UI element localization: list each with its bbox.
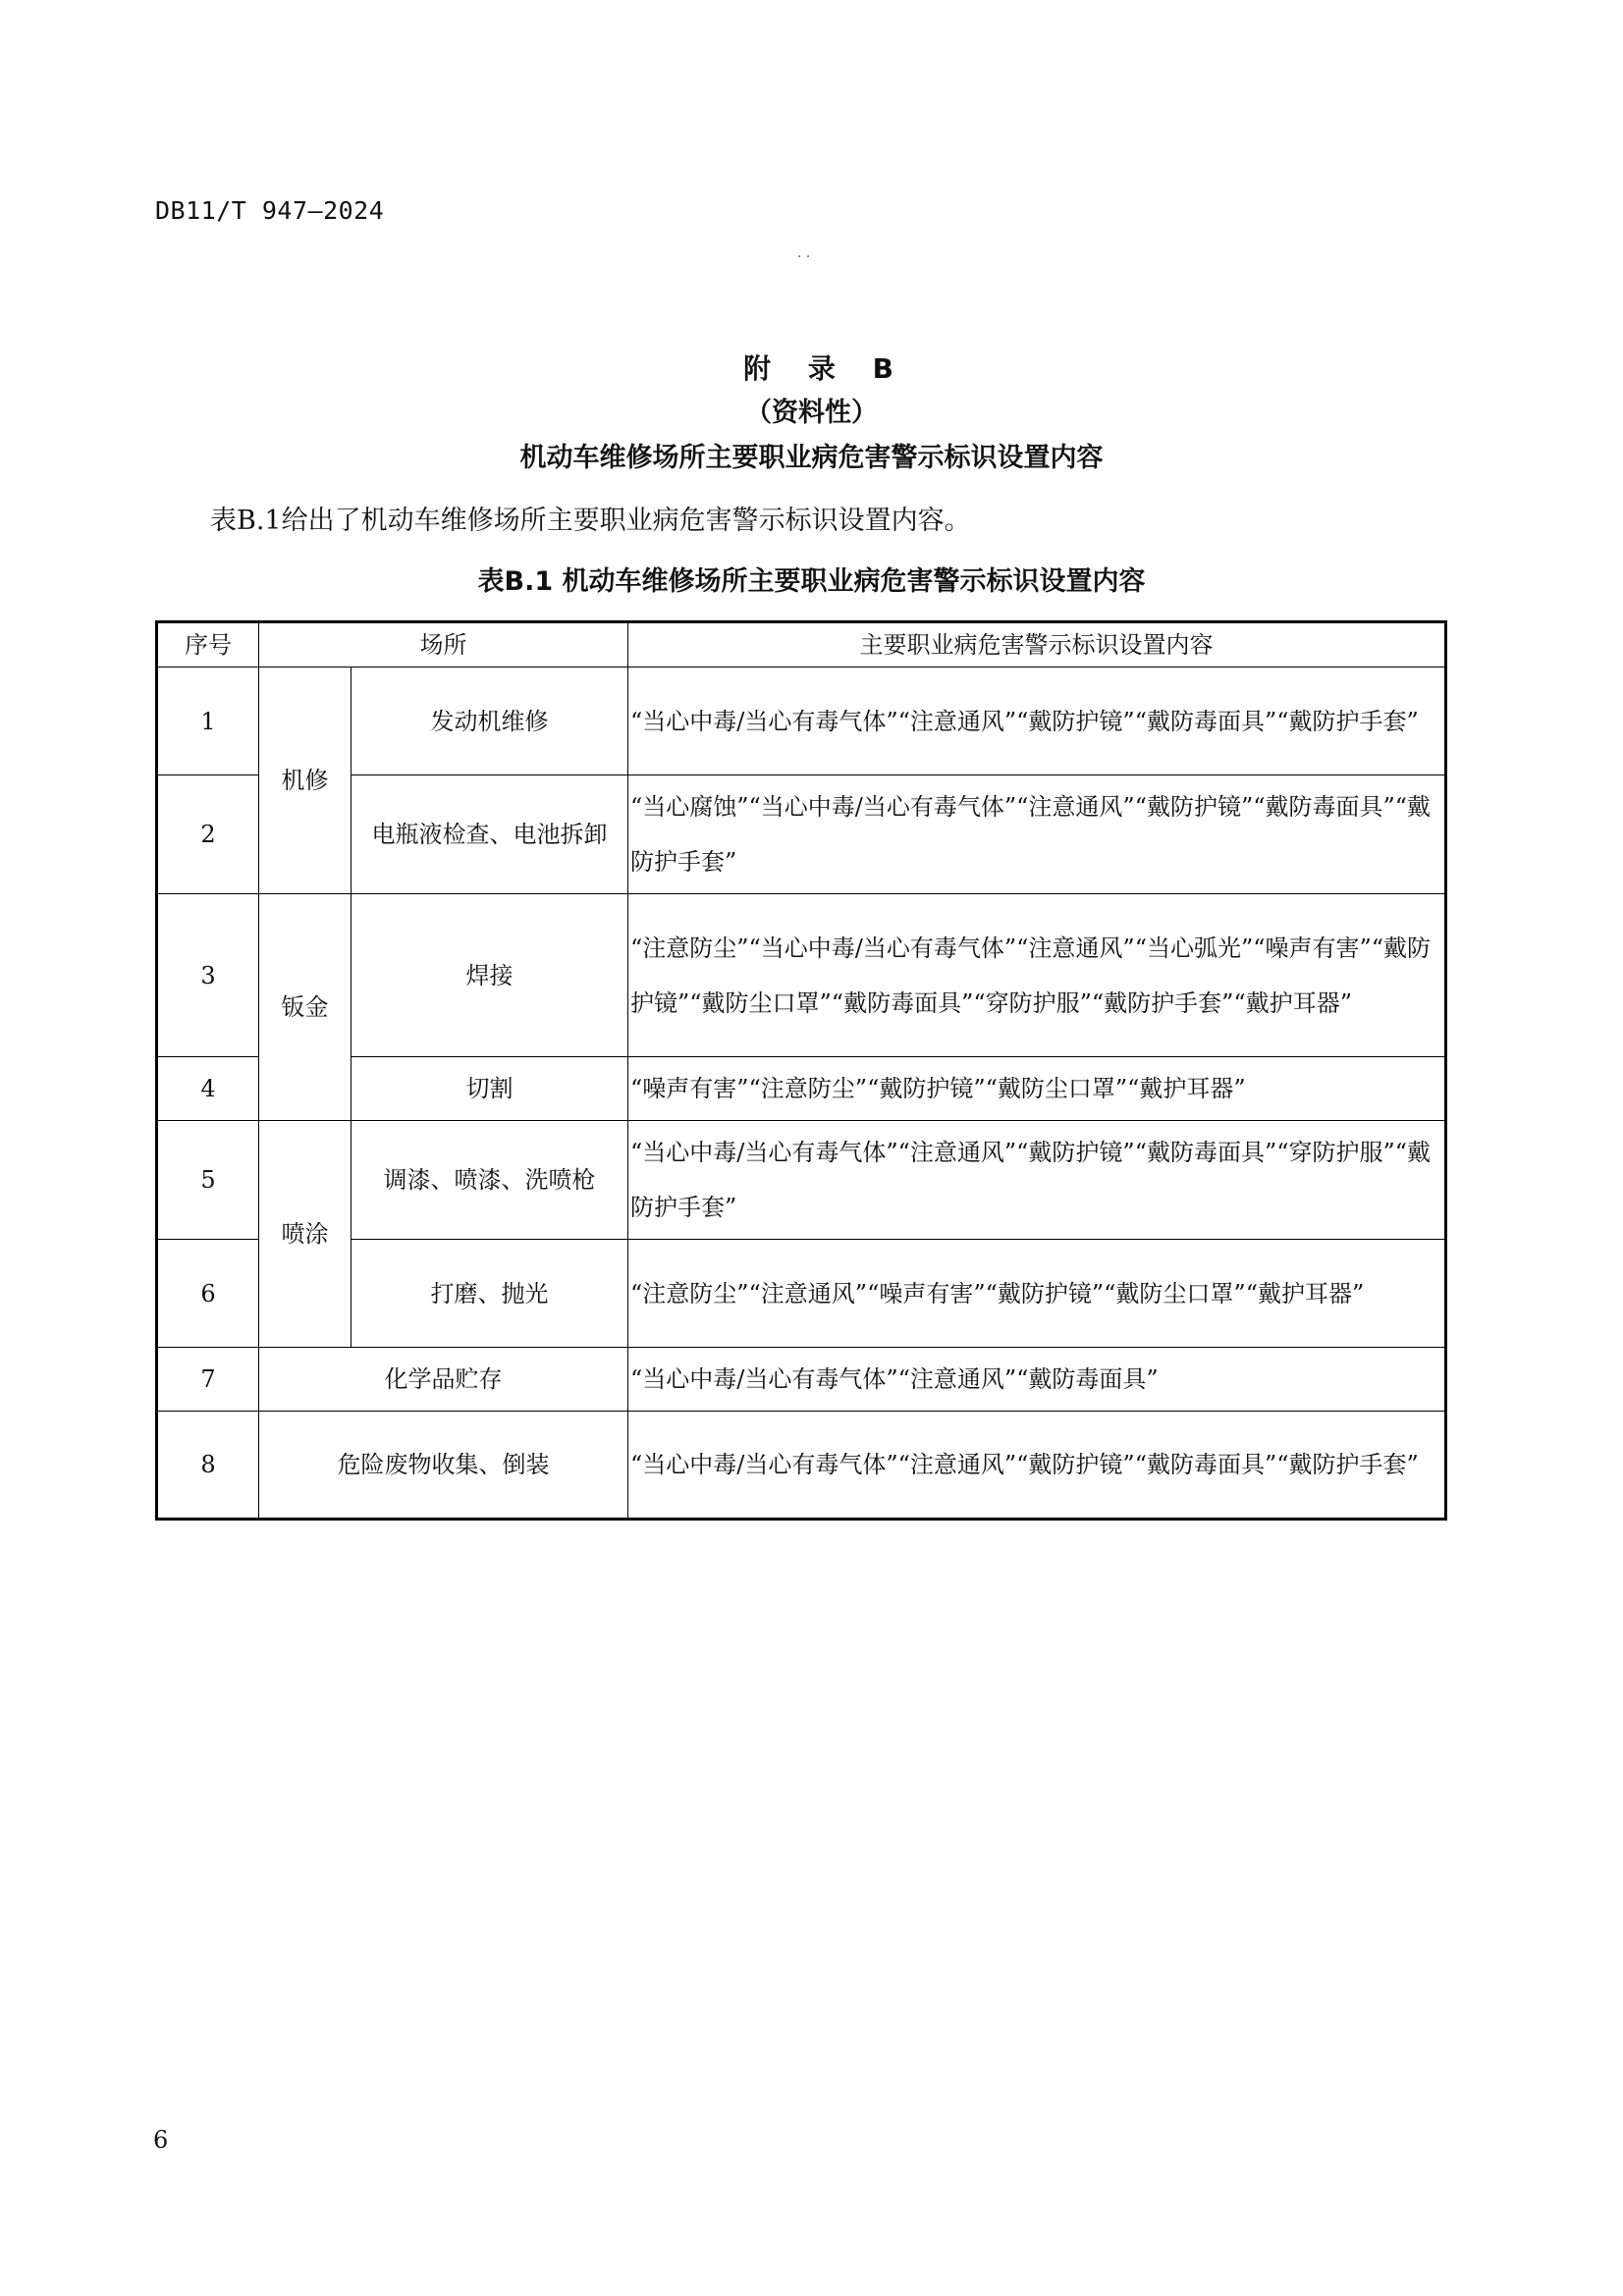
appendix-heading: 机动车维修场所主要职业病危害警示标识设置内容 — [519, 443, 1104, 473]
row-no: 2 — [157, 775, 259, 894]
row-content: “注意防尘”“注意通风”“噪声有害”“戴防护镜”“戴防尘口罩”“戴护耳器” — [628, 1240, 1446, 1348]
row-content: “注意防尘”“当心中毒/当心有毒气体”“注意通风”“当心弧光”“噪声有害”“戴防护镜”“戴防尘口罩”“戴防毒面具”“穿防护服”“戴防护手套”“戴护耳器” — [628, 894, 1446, 1057]
appendix-type: （资料性） — [745, 398, 878, 428]
row-place: 危险废物收集、倒装 — [259, 1412, 628, 1520]
row-no: 7 — [157, 1348, 259, 1412]
row-place: 切割 — [352, 1057, 628, 1121]
row-no: 4 — [157, 1057, 259, 1121]
header-no: 序号 — [157, 622, 259, 667]
group-jixiu: 机修 — [259, 667, 352, 894]
table-row — [157, 894, 1446, 1057]
table-row — [157, 1412, 1446, 1520]
row-no: 8 — [157, 1412, 259, 1520]
row-content: “当心中毒/当心有毒气体”“注意通风”“戴防毒面具” — [628, 1348, 1446, 1412]
row-content: “当心中毒/当心有毒气体”“注意通风”“戴防护镜”“戴防毒面具”“穿防护服”“戴防护手套” — [628, 1121, 1446, 1240]
appendix-title: 附 录 B — [743, 352, 907, 385]
row-place: 焊接 — [352, 894, 628, 1057]
table-row — [157, 1348, 1446, 1412]
page-number: 6 — [153, 2126, 169, 2154]
intro-paragraph: 表B.1给出了机动车维修场所主要职业病危害警示标识设置内容。 — [210, 506, 971, 536]
row-content: “当心腐蚀”“当心中毒/当心有毒气体”“注意通风”“戴防护镜”“戴防毒面具”“戴防护手套” — [628, 775, 1446, 894]
row-place: 化学品贮存 — [259, 1348, 628, 1412]
document-code: DB11/T 947—2024 — [155, 196, 385, 225]
row-no: 3 — [157, 894, 259, 1057]
group-pentu: 喷涂 — [259, 1121, 352, 1348]
row-no: 6 — [157, 1240, 259, 1348]
row-content: “噪声有害”“注意防尘”“戴防护镜”“戴防尘口罩”“戴护耳器” — [628, 1057, 1446, 1121]
header-dots: · · — [797, 249, 811, 265]
group-banjin: 钣金 — [259, 894, 352, 1121]
header-content: 主要职业病危害警示标识设置内容 — [628, 622, 1446, 667]
row-place: 发动机维修 — [352, 667, 628, 775]
row-content: “当心中毒/当心有毒气体”“注意通风”“戴防护镜”“戴防毒面具”“戴防护手套” — [628, 667, 1446, 775]
row-place: 电瓶液检查、电池拆卸 — [352, 775, 628, 894]
table-row — [157, 667, 1446, 775]
header-place: 场所 — [259, 622, 628, 667]
hazard-sign-table — [155, 620, 1447, 1521]
table-header-row — [157, 622, 1446, 667]
row-no: 1 — [157, 667, 259, 775]
row-content: “当心中毒/当心有毒气体”“注意通风”“戴防护镜”“戴防毒面具”“戴防护手套” — [628, 1412, 1446, 1520]
row-place: 调漆、喷漆、洗喷枪 — [352, 1121, 628, 1240]
table-caption: 表B.1 机动车维修场所主要职业病危害警示标识设置内容 — [477, 566, 1146, 597]
row-place: 打磨、抛光 — [352, 1240, 628, 1348]
table-row — [157, 1121, 1446, 1240]
row-no: 5 — [157, 1121, 259, 1240]
